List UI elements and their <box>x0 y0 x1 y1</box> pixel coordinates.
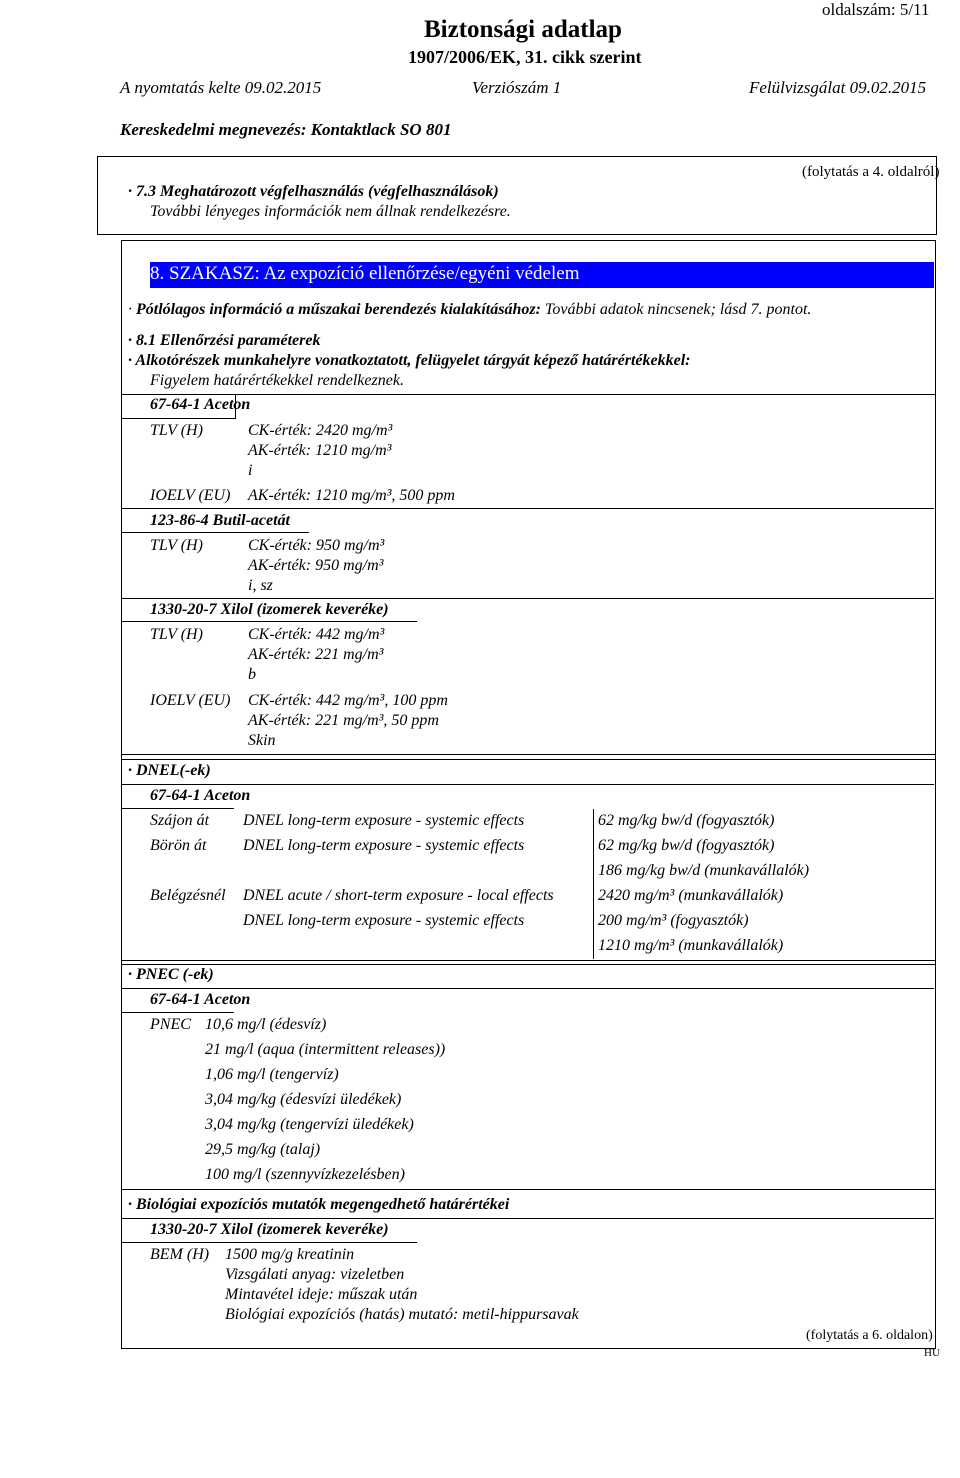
xilol-ioelv-label: IOELV (EU) <box>150 692 231 709</box>
xilol-name: 1330-20-7 Xilol (izomerek keveréke) <box>150 601 389 618</box>
technical-info: · Pótlólagos információ a műszakai berendezés kialakításához: További adatok nincsenek; lásd 7. pontot. <box>128 301 812 318</box>
xilol-tlv-value-1: CK-érték: 442 mg/m³ <box>248 626 385 643</box>
pnec-substance: 67-64-1 Aceton <box>150 991 251 1008</box>
dnel-value: 62 mg/kg bw/d (fogyasztók) <box>598 812 775 829</box>
butil-name: 123-86-4 Butil-acetát <box>150 512 290 529</box>
xilol-ioelv-value-1: CK-érték: 442 mg/m³, 100 ppm <box>248 692 448 709</box>
pnec-heading: · PNEC (-ek) <box>128 966 214 983</box>
dnel-value: 62 mg/kg bw/d (fogyasztók) <box>598 837 775 854</box>
aceton-tlv-label: TLV (H) <box>150 422 203 439</box>
aceton-ioelv-value: AK-érték: 1210 mg/m³, 500 ppm <box>248 487 455 504</box>
xilol-tlv-value-3: b <box>248 666 256 683</box>
revision-date: Felülvizsgálat 09.02.2015 <box>749 78 927 97</box>
pnec-value: 3,04 mg/kg (édesvízi üledékek) <box>205 1091 402 1108</box>
bio-heading: · Biológiai expozíciós mutatók megengedhető határértékei <box>128 1196 510 1213</box>
row-divider <box>121 532 309 533</box>
dnel-value: 1210 mg/m³ (munkavállalók) <box>598 937 784 954</box>
row-divider <box>121 784 934 785</box>
pnec-value: 21 mg/l (aqua (intermittent releases)) <box>205 1041 446 1058</box>
row-divider <box>121 1218 934 1219</box>
section-7-3-heading: · 7.3 Meghatározott végfelhasználás (végfelhasználások) <box>128 183 499 200</box>
row-divider <box>121 621 417 622</box>
dnel-type: DNEL acute / short-term exposure - local effects <box>243 887 554 904</box>
params-heading: · 8.1 Ellenőrzési paraméterek <box>128 332 321 349</box>
bio-label: BEM (H) <box>150 1246 210 1263</box>
page-number: oldalszám: 5/11 <box>822 0 930 19</box>
aceton-tlv-value-3: i <box>248 462 253 479</box>
continued-from-note: (folytatás a 4. oldalról) <box>802 164 940 180</box>
pnec-value: 3,04 mg/kg (tengervízi üledékek) <box>205 1116 414 1133</box>
components-heading: · Alkotórészek munkahelyre vonatkoztatott, felügyelet tárgyát képező határértékekkel: <box>128 352 691 369</box>
xilol-ioelv-value-3: Skin <box>248 732 276 749</box>
pnec-label: PNEC <box>150 1016 191 1033</box>
bio-value: Biológiai expozíciós (hatás) mutató: metil-hippursavak <box>225 1306 579 1323</box>
row-divider <box>121 598 934 599</box>
xilol-tlv-label: TLV (H) <box>150 626 203 643</box>
language-code: HU <box>924 1347 940 1359</box>
aceton-tlv-value-1: CK-érték: 2420 mg/m³ <box>248 422 393 439</box>
limits-table <box>121 394 936 755</box>
row-divider <box>121 508 934 509</box>
components-note: Figyelem határértékekkel rendelkeznek. <box>150 372 404 389</box>
dnel-route: Szájon át <box>150 812 210 829</box>
dnel-route: Börön át <box>150 837 207 854</box>
dnel-type: DNEL long-term exposure - systemic effects <box>243 912 525 929</box>
dnel-substance: 67-64-1 Aceton <box>150 787 251 804</box>
bio-value: Vizsgálati anyag: vizeletben <box>225 1266 405 1283</box>
row-divider <box>121 1242 417 1243</box>
continued-to-note: (folytatás a 6. oldalon) <box>806 1328 933 1343</box>
print-date: A nyomtatás kelte 09.02.2015 <box>120 78 322 97</box>
dnel-value: 2420 mg/m³ (munkavállalók) <box>598 887 784 904</box>
section-8-title: 8. SZAKASZ: Az expozíció ellenőrzése/egyéni védelem <box>150 263 580 284</box>
column-divider <box>593 809 594 959</box>
pnec-value: 29,5 mg/kg (talaj) <box>205 1141 321 1158</box>
dnel-route: Belégzésnél <box>150 887 226 904</box>
aceton-name: 67-64-1 Aceton <box>150 396 251 413</box>
row-divider <box>121 1012 234 1013</box>
butil-tlv-value-1: CK-érték: 950 mg/m³ <box>248 537 385 554</box>
pnec-value: 1,06 mg/l (tengervíz) <box>205 1066 339 1083</box>
butil-tlv-label: TLV (H) <box>150 537 203 554</box>
bio-value: 1500 mg/g kreatinin <box>225 1246 355 1263</box>
version-number: Verziószám 1 <box>472 78 562 97</box>
section-7-3-text: További lényeges információk nem állnak rendelkezésre. <box>150 203 511 220</box>
dnel-type: DNEL long-term exposure - systemic effects <box>243 812 525 829</box>
row-divider <box>121 808 234 809</box>
dnel-heading: · DNEL(-ek) <box>128 762 211 779</box>
dnel-value: 200 mg/m³ (fogyasztók) <box>598 912 749 929</box>
document-subtitle: 1907/2006/EK, 31. cikk szerint <box>408 47 642 67</box>
bio-substance: 1330-20-7 Xilol (izomerek keveréke) <box>150 1221 389 1238</box>
xilol-tlv-value-2: AK-érték: 221 mg/m³ <box>248 646 384 663</box>
aceton-ioelv-label: IOELV (EU) <box>150 487 231 504</box>
pnec-value: 10,6 mg/l (édesvíz) <box>205 1016 327 1033</box>
dnel-value: 186 mg/kg bw/d (munkavállalók) <box>598 862 810 879</box>
bio-value: Mintavétel ideje: műszak után <box>225 1286 418 1303</box>
aceton-tlv-value-2: AK-érték: 1210 mg/m³ <box>248 442 392 459</box>
row-divider <box>121 988 934 989</box>
butil-tlv-value-3: i, sz <box>248 577 273 594</box>
trade-name: Kereskedelmi megnevezés: Kontaktlack SO 801 <box>120 120 452 139</box>
section-8-title-bar <box>150 262 934 288</box>
pnec-value: 100 mg/l (szennyvízkezelésben) <box>205 1166 405 1183</box>
document-title: Biztonsági adatlap <box>424 16 622 43</box>
dnel-type: DNEL long-term exposure - systemic effects <box>243 837 525 854</box>
butil-tlv-value-2: AK-érték: 950 mg/m³ <box>248 557 384 574</box>
xilol-ioelv-value-2: AK-érték: 221 mg/m³, 50 ppm <box>248 712 439 729</box>
